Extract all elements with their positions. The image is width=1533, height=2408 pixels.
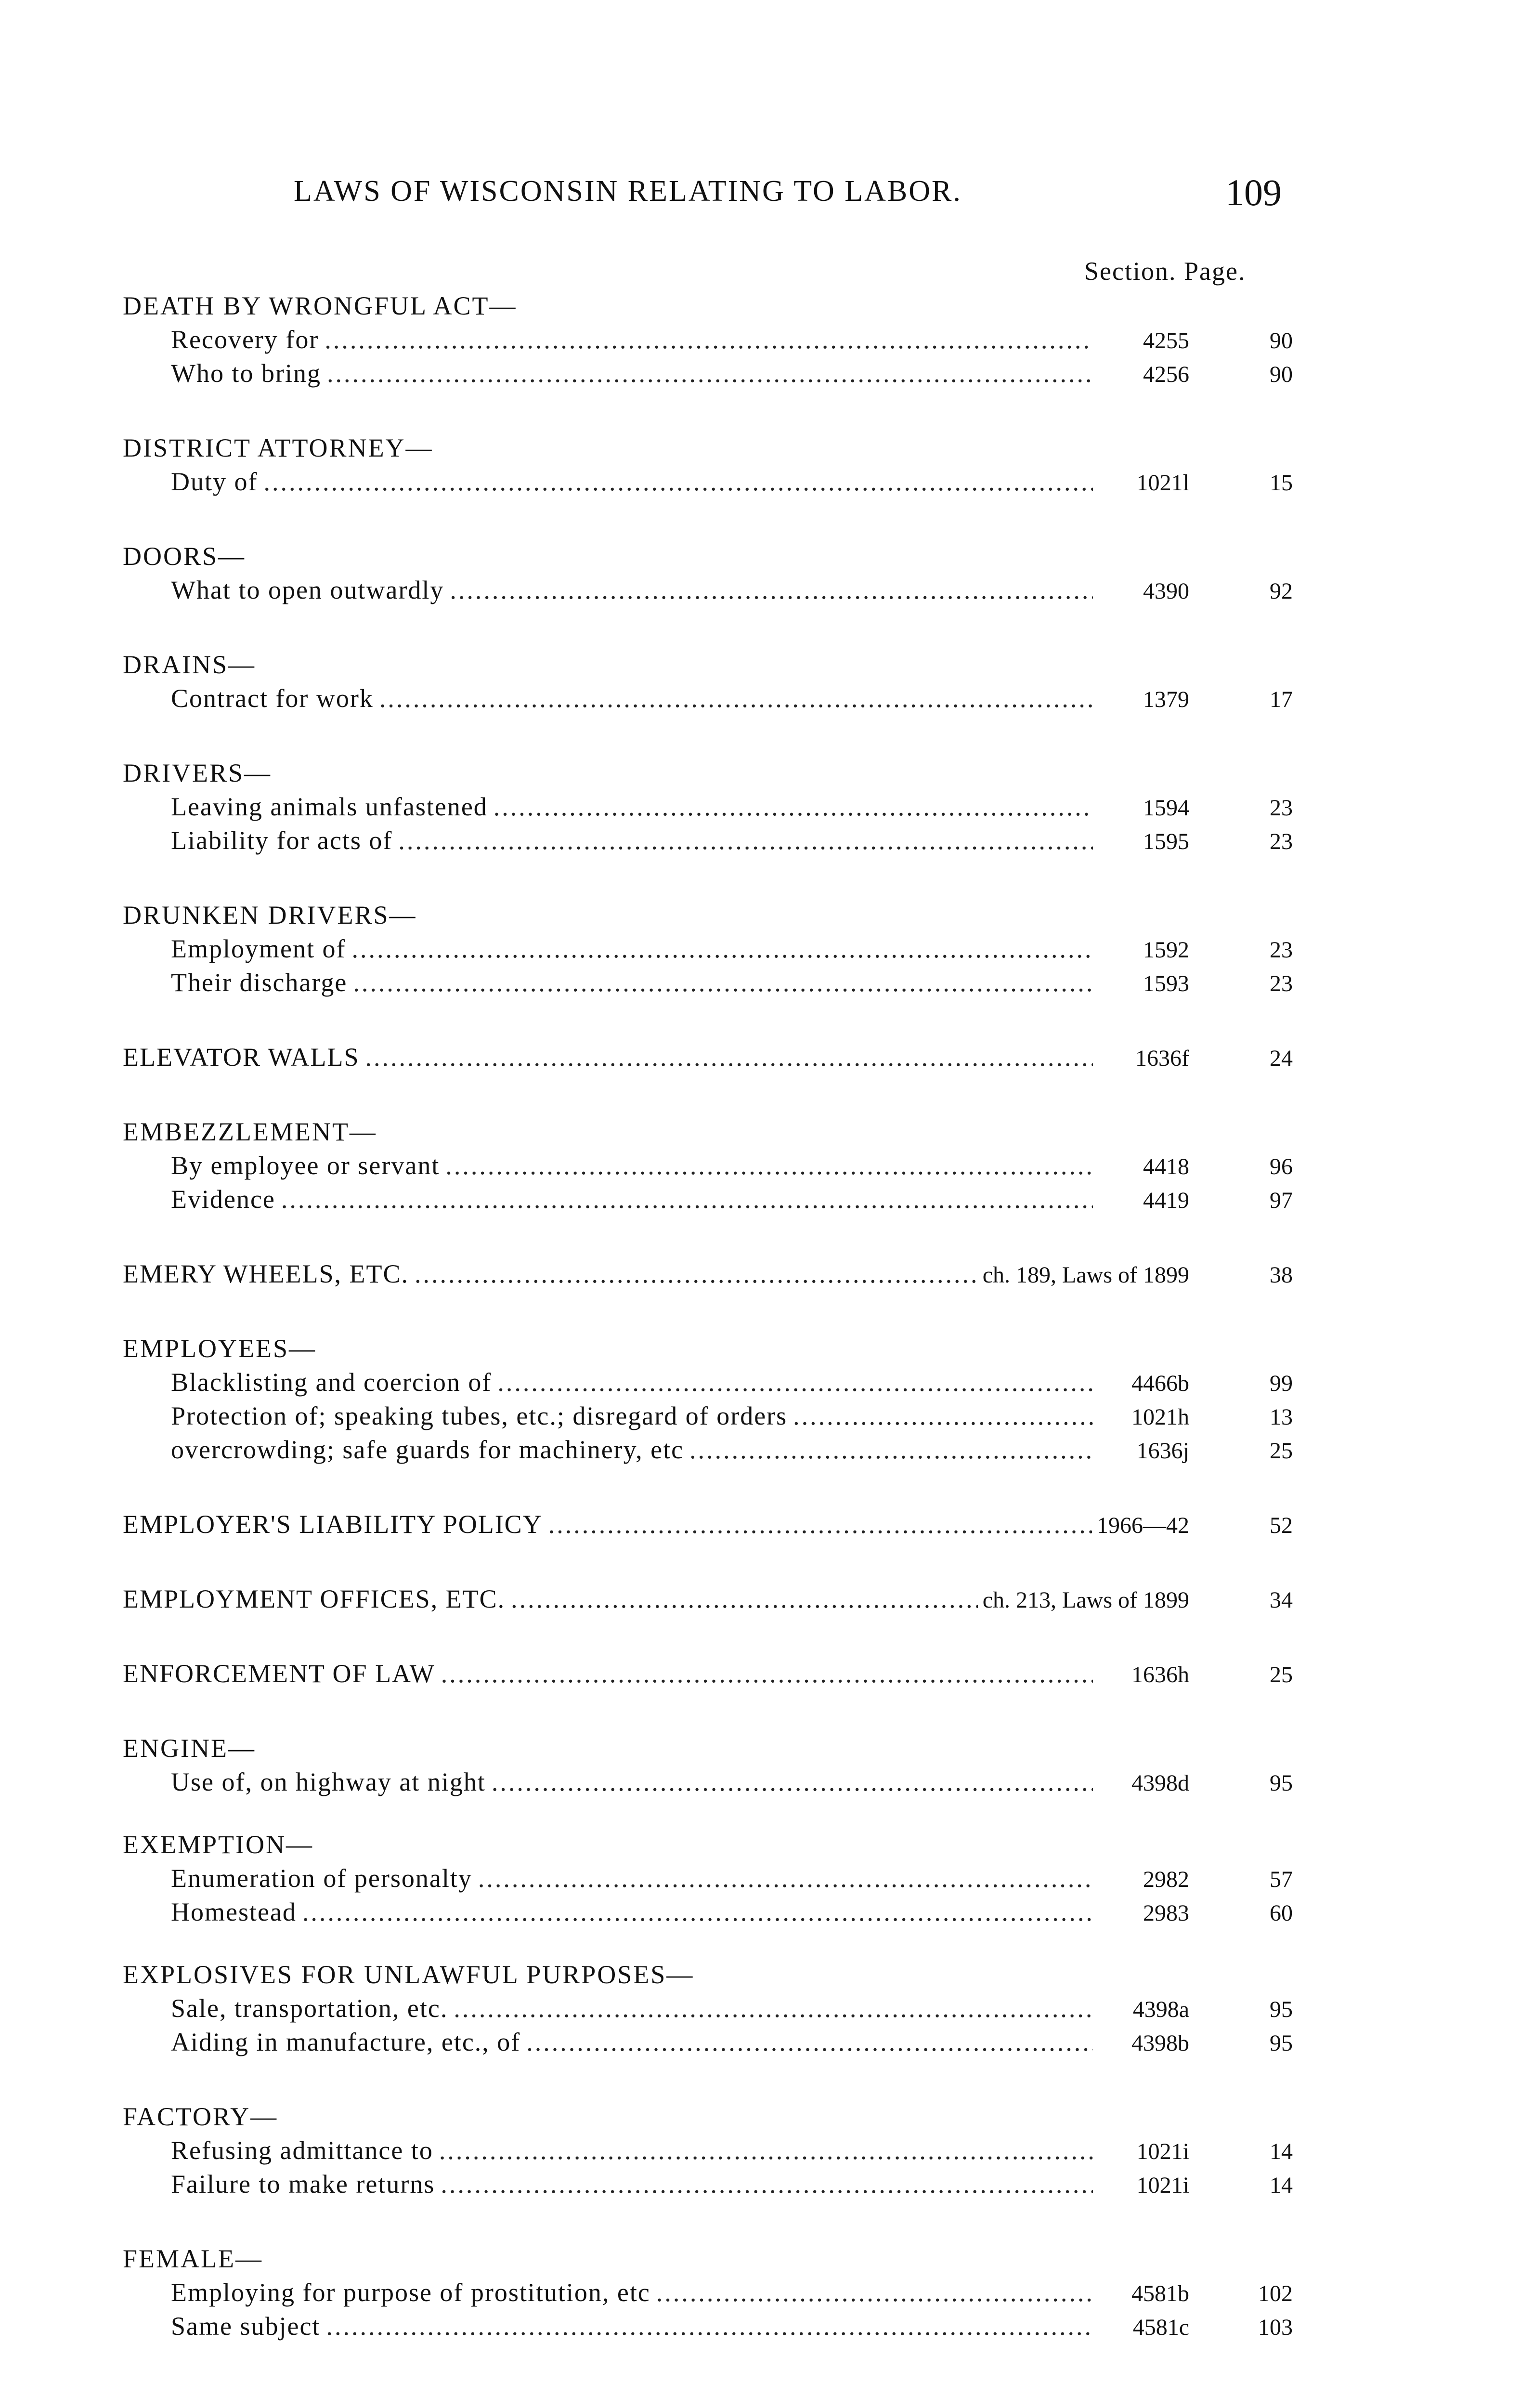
dot-leader	[497, 1365, 1093, 1399]
dot-leader	[263, 465, 1093, 498]
entry-page: 102	[1258, 2281, 1293, 2306]
index-group	[123, 2100, 1293, 2201]
index-entry	[123, 1582, 1293, 1616]
index-heading: ENGINE—	[123, 1734, 256, 1763]
entry-label: Blacklisting and coercion of	[171, 1368, 492, 1397]
entry-section: 1595	[1143, 829, 1189, 854]
entry-section: 4581c	[1132, 2315, 1189, 2340]
index-heading: FEMALE—	[123, 2244, 263, 2273]
dot-leader	[441, 2167, 1093, 2201]
index-heading: EXPLOSIVES FOR UNLAWFUL PURPOSES—	[123, 1960, 694, 1989]
index-entry	[123, 1365, 1293, 1399]
dot-leader	[379, 681, 1093, 715]
column-headers: Section. Page.	[1084, 257, 1246, 286]
entry-section: 1021i	[1136, 2139, 1189, 2164]
entry-label: Duty of	[171, 467, 258, 496]
index-heading: DRAINS—	[123, 650, 256, 679]
entry-label: Failure to make returns	[171, 2170, 435, 2199]
index-heading: DRIVERS—	[123, 759, 272, 787]
index-group	[123, 1257, 1293, 1291]
dot-leader	[398, 824, 1093, 857]
index-entry	[123, 2309, 1293, 2343]
index-group	[123, 431, 1293, 498]
entry-label: Contract for work	[171, 684, 374, 713]
entry-label: Liability for acts of	[171, 826, 393, 855]
index-entry	[123, 2133, 1293, 2167]
entry-page: 17	[1270, 687, 1293, 712]
dot-leader	[656, 2276, 1093, 2309]
index-group	[123, 1582, 1293, 1616]
dot-leader	[511, 1582, 978, 1616]
dot-leader	[415, 1257, 978, 1291]
index-entry	[123, 323, 1293, 356]
entry-section: 1021h	[1131, 1404, 1189, 1430]
entry-label: By employee or servant	[171, 1151, 440, 1180]
entry-page: 13	[1270, 1404, 1293, 1430]
entry-section: 2982	[1143, 1867, 1189, 1892]
index-entry	[123, 1040, 1293, 1074]
index-heading: DEATH BY WRONGFUL ACT—	[123, 291, 517, 320]
entry-page: 23	[1270, 795, 1293, 821]
index-group	[123, 2242, 1293, 2343]
entry-section: 4418	[1143, 1154, 1189, 1179]
dot-leader	[302, 1895, 1093, 1929]
index-heading: EMBEZZLEMENT—	[123, 1117, 377, 1146]
entry-section: 4398b	[1131, 2030, 1189, 2056]
entry-page: 95	[1270, 1770, 1293, 1796]
index-heading: EXEMPTION—	[123, 1830, 313, 1859]
entry-section: 4255	[1143, 328, 1189, 353]
index-entry	[123, 966, 1293, 999]
entry-section: ch. 189, Laws of 1899	[982, 1262, 1189, 1288]
entry-section: 1593	[1143, 971, 1189, 996]
index-heading: EMPLOYEES—	[123, 1334, 317, 1363]
entry-page: 60	[1270, 1900, 1293, 1926]
entry-label: Protection of; speaking tubes, etc.; disregard of orders	[171, 1401, 788, 1430]
entry-label: Their discharge	[171, 968, 348, 997]
entry-page: 23	[1270, 829, 1293, 854]
entry-page: 97	[1270, 1188, 1293, 1213]
entry-page: 52	[1270, 1513, 1293, 1538]
index-entry	[123, 681, 1293, 715]
entry-section: 1021i	[1136, 2172, 1189, 2198]
entry-page: 96	[1270, 1154, 1293, 1179]
entry-page: 99	[1270, 1371, 1293, 1396]
index-group	[123, 648, 1293, 715]
dot-leader	[441, 1657, 1093, 1690]
dot-leader	[548, 1507, 1092, 1541]
entry-label: Refusing admittance to	[171, 2136, 433, 2165]
index-entry	[123, 2025, 1293, 2059]
dot-leader	[325, 323, 1093, 356]
index-entry	[123, 356, 1293, 390]
entry-label: Use of, on highway at night	[171, 1767, 486, 1796]
index-group	[123, 1115, 1293, 1216]
entry-section: 4419	[1143, 1188, 1189, 1213]
entry-page: 15	[1270, 470, 1293, 496]
running-head: LAWS OF WISCONSIN RELATING TO LABOR.	[294, 175, 962, 208]
index-group	[123, 539, 1293, 607]
index-heading: DISTRICT ATTORNEY—	[123, 433, 433, 462]
entry-section: 1636j	[1136, 1438, 1189, 1464]
index-heading: DOORS—	[123, 542, 246, 571]
entry-page: 95	[1270, 1997, 1293, 2022]
dot-leader	[492, 1765, 1093, 1799]
entry-page: 24	[1270, 1046, 1293, 1071]
entry-section: 1636f	[1135, 1046, 1189, 1071]
dot-leader	[351, 932, 1093, 966]
index-entry	[123, 1257, 1293, 1291]
index-group	[123, 1657, 1293, 1690]
index-entry	[123, 1861, 1293, 1895]
dot-leader	[478, 1861, 1093, 1895]
index-entry	[123, 1433, 1293, 1466]
entry-label: EMPLOYER'S LIABILITY POLICY	[123, 1510, 543, 1539]
index-entry	[123, 2167, 1293, 2201]
entry-label: Who to bring	[171, 359, 321, 388]
index-entry	[123, 1657, 1293, 1690]
index-entry	[123, 1895, 1293, 1929]
entry-label: Evidence	[171, 1185, 275, 1214]
index-group	[123, 1828, 1293, 1929]
entry-page: 90	[1270, 362, 1293, 387]
entry-label: Same subject	[171, 2312, 321, 2341]
dot-leader	[494, 790, 1093, 824]
dot-leader	[689, 1433, 1093, 1466]
entry-section: 1966—42	[1097, 1513, 1189, 1538]
entry-page: 103	[1258, 2315, 1293, 2340]
dot-leader	[365, 1040, 1093, 1074]
dot-leader	[439, 2133, 1093, 2167]
entry-section: 1592	[1143, 937, 1189, 963]
entry-page: 57	[1270, 1867, 1293, 1892]
entry-label: Employment of	[171, 934, 346, 963]
entry-page: 95	[1270, 2030, 1293, 2056]
entry-label: ELEVATOR WALLS	[123, 1043, 360, 1072]
index-entry	[123, 1182, 1293, 1216]
entry-section: 4390	[1143, 578, 1189, 604]
index-heading: FACTORY—	[123, 2102, 278, 2131]
entry-label: Employing for purpose of prostitution, etc	[171, 2278, 650, 2307]
index-entry	[123, 932, 1293, 966]
entry-label: What to open outwardly	[171, 576, 444, 604]
entry-section: 1594	[1143, 795, 1189, 821]
dot-leader	[454, 1991, 1093, 2025]
index-entry	[123, 1991, 1293, 2025]
entry-section: 4398d	[1131, 1770, 1189, 1796]
entry-label: EMERY WHEELS, ETC.	[123, 1259, 409, 1288]
entry-page: 25	[1270, 1662, 1293, 1688]
index-entry	[123, 1399, 1293, 1433]
index-list	[123, 289, 1293, 2384]
entry-section: ch. 213, Laws of 1899	[982, 1587, 1189, 1613]
entry-page: 38	[1270, 1262, 1293, 1288]
index-group	[123, 1958, 1293, 2059]
index-entry	[123, 1507, 1293, 1541]
dot-leader	[793, 1399, 1093, 1433]
entry-label: Enumeration of personalty	[171, 1864, 472, 1893]
entry-section: 1021l	[1136, 470, 1189, 496]
dot-leader	[450, 573, 1093, 607]
entry-label: ENFORCEMENT OF LAW	[123, 1659, 435, 1688]
entry-section: 2983	[1143, 1900, 1189, 1926]
index-entry	[123, 573, 1293, 607]
entry-section: 1379	[1143, 687, 1189, 712]
index-entry	[123, 2276, 1293, 2309]
index-heading: DRUNKEN DRIVERS—	[123, 901, 417, 929]
index-entry	[123, 824, 1293, 857]
entry-section: 1636h	[1131, 1662, 1189, 1688]
entry-label: Leaving animals unfastened	[171, 792, 488, 821]
dot-leader	[526, 2025, 1093, 2059]
dot-leader	[326, 2309, 1093, 2343]
entry-page: 92	[1270, 578, 1293, 604]
index-entry	[123, 465, 1293, 498]
entry-label: Recovery for	[171, 325, 319, 354]
index-entry	[123, 1765, 1293, 1799]
index-entry	[123, 790, 1293, 824]
index-group	[123, 898, 1293, 999]
entry-label: Aiding in manufacture, etc., of	[171, 2028, 521, 2056]
entry-page: 90	[1270, 328, 1293, 353]
entry-page: 14	[1270, 2172, 1293, 2198]
entry-label: EMPLOYMENT OFFICES, ETC.	[123, 1584, 506, 1613]
entry-label: Homestead	[171, 1898, 297, 1926]
dot-leader	[445, 1149, 1093, 1182]
index-group	[123, 1507, 1293, 1541]
dot-leader	[327, 356, 1093, 390]
entry-page: 14	[1270, 2139, 1293, 2164]
entry-page: 23	[1270, 937, 1293, 963]
index-group	[123, 289, 1293, 390]
entry-page: 34	[1270, 1587, 1293, 1613]
index-entry	[123, 1149, 1293, 1182]
entry-section: 4398a	[1132, 1997, 1189, 2022]
entry-section: 4256	[1143, 362, 1189, 387]
entry-label: Sale, transportation, etc.	[171, 1994, 448, 2023]
entry-section: 4581b	[1131, 2281, 1189, 2306]
index-group	[123, 1731, 1293, 1799]
index-group	[123, 756, 1293, 857]
entry-page: 23	[1270, 971, 1293, 996]
entry-section: 4466b	[1131, 1371, 1189, 1396]
entry-label: overcrowding; safe guards for machinery, etc	[171, 1435, 684, 1464]
dot-leader	[353, 966, 1093, 999]
page-number: 109	[1225, 171, 1282, 213]
index-group	[123, 1332, 1293, 1466]
dot-leader	[281, 1182, 1093, 1216]
entry-page: 25	[1270, 1438, 1293, 1464]
index-group	[123, 1040, 1293, 1074]
